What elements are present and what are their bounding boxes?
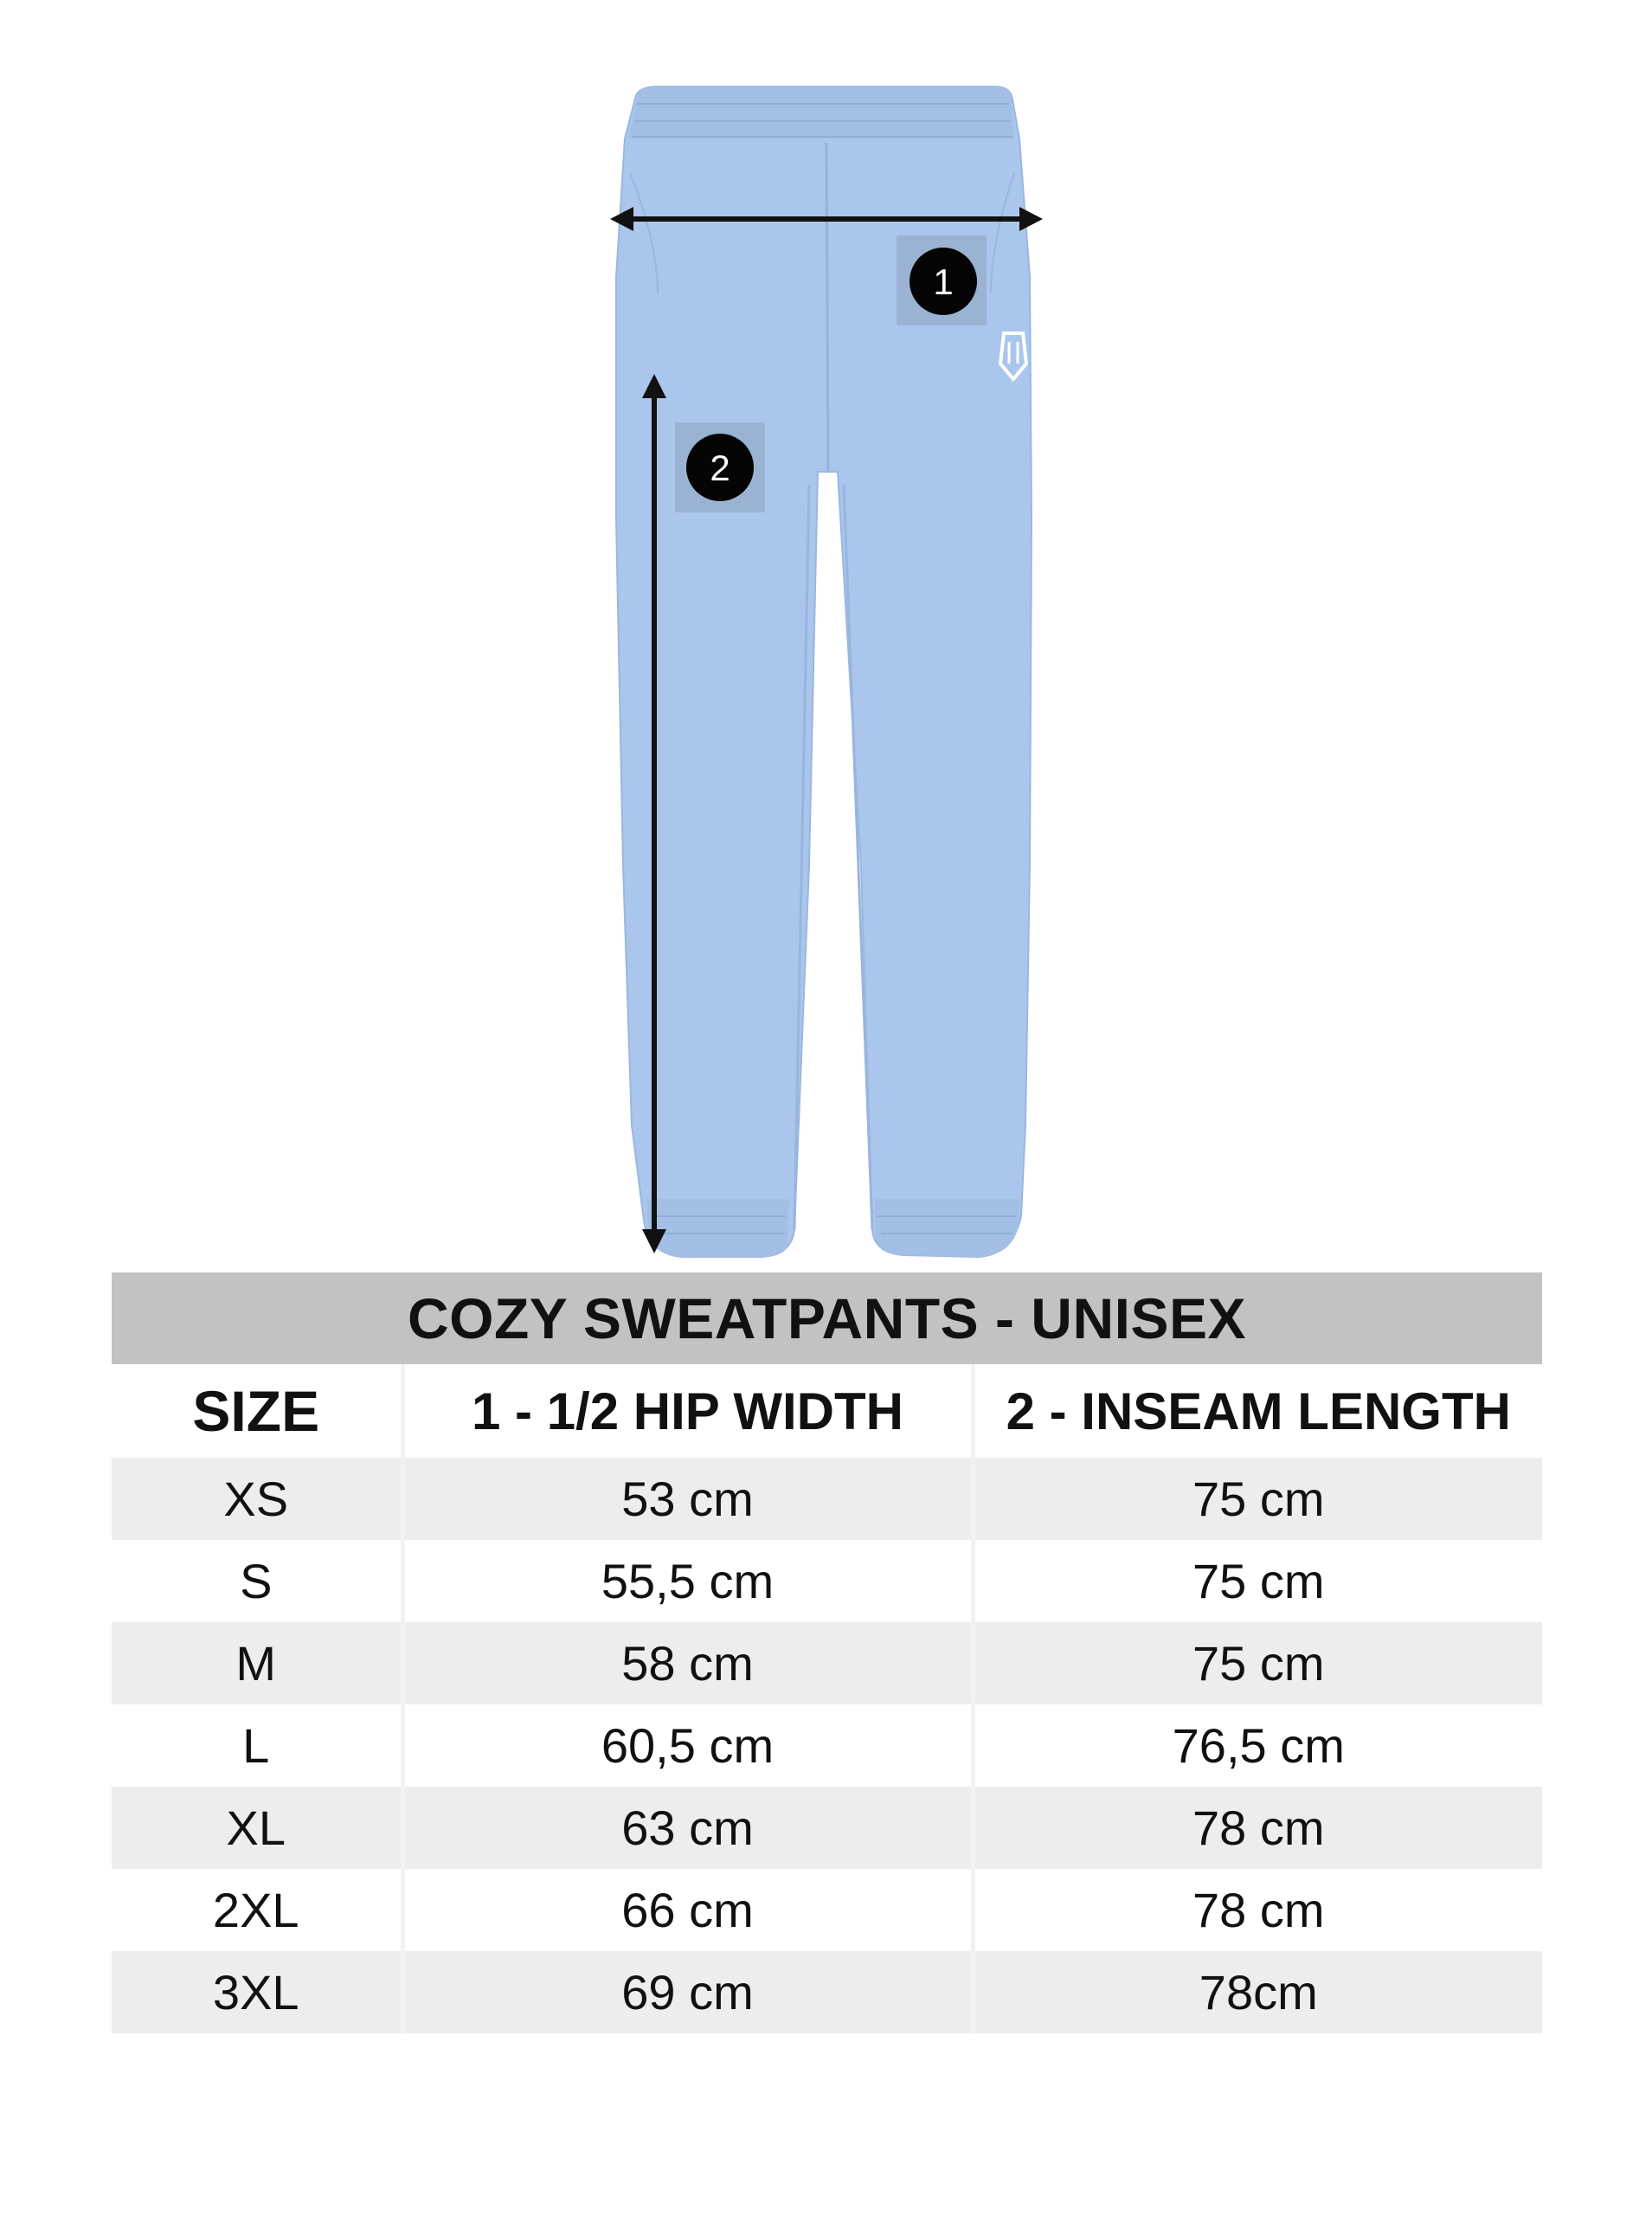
inseam-cell: 76,5 cm bbox=[973, 1704, 1542, 1787]
svg-text:2: 2 bbox=[710, 448, 730, 488]
header-size: SIZE bbox=[112, 1364, 402, 1458]
table-row bbox=[112, 1869, 1542, 1951]
table-row bbox=[112, 1622, 1542, 1704]
marker-1-icon bbox=[897, 235, 987, 325]
hip-cell: 55,5 cm bbox=[402, 1540, 973, 1622]
table-row bbox=[112, 1951, 1542, 2033]
header-hip-width: 1 - 1/2 HIP WIDTH bbox=[402, 1364, 973, 1458]
inseam-cell: 78cm bbox=[973, 1951, 1542, 2033]
size-cell: L bbox=[112, 1704, 402, 1787]
hip-cell: 53 cm bbox=[402, 1458, 973, 1540]
size-chart-table bbox=[112, 1272, 1542, 2033]
size-cell: XS bbox=[112, 1458, 402, 1540]
inseam-cell: 75 cm bbox=[973, 1622, 1542, 1704]
hip-cell: 60,5 cm bbox=[402, 1704, 973, 1787]
inseam-cell: 75 cm bbox=[973, 1540, 1542, 1622]
size-cell: M bbox=[112, 1622, 402, 1704]
table-title: COZY SWEATPANTS - UNISEX bbox=[112, 1272, 1542, 1364]
svg-text:1: 1 bbox=[933, 261, 954, 302]
hip-cell: 66 cm bbox=[402, 1869, 973, 1951]
table-row bbox=[112, 1787, 1542, 1869]
table-row bbox=[112, 1458, 1542, 1540]
size-cell: XL bbox=[112, 1787, 402, 1869]
hip-cell: 63 cm bbox=[402, 1787, 973, 1869]
hip-cell: 58 cm bbox=[402, 1622, 973, 1704]
table-row bbox=[112, 1540, 1542, 1622]
size-cell: 2XL bbox=[112, 1869, 402, 1951]
size-cell: 3XL bbox=[112, 1951, 402, 2033]
marker-2-icon bbox=[675, 422, 765, 512]
size-cell: S bbox=[112, 1540, 402, 1622]
inseam-cell: 78 cm bbox=[973, 1869, 1542, 1951]
table-row bbox=[112, 1704, 1542, 1787]
header-inseam-length: 2 - INSEAM LENGTH bbox=[973, 1364, 1542, 1458]
inseam-cell: 75 cm bbox=[973, 1458, 1542, 1540]
inseam-cell: 78 cm bbox=[973, 1787, 1542, 1869]
hip-cell: 69 cm bbox=[402, 1951, 973, 2033]
